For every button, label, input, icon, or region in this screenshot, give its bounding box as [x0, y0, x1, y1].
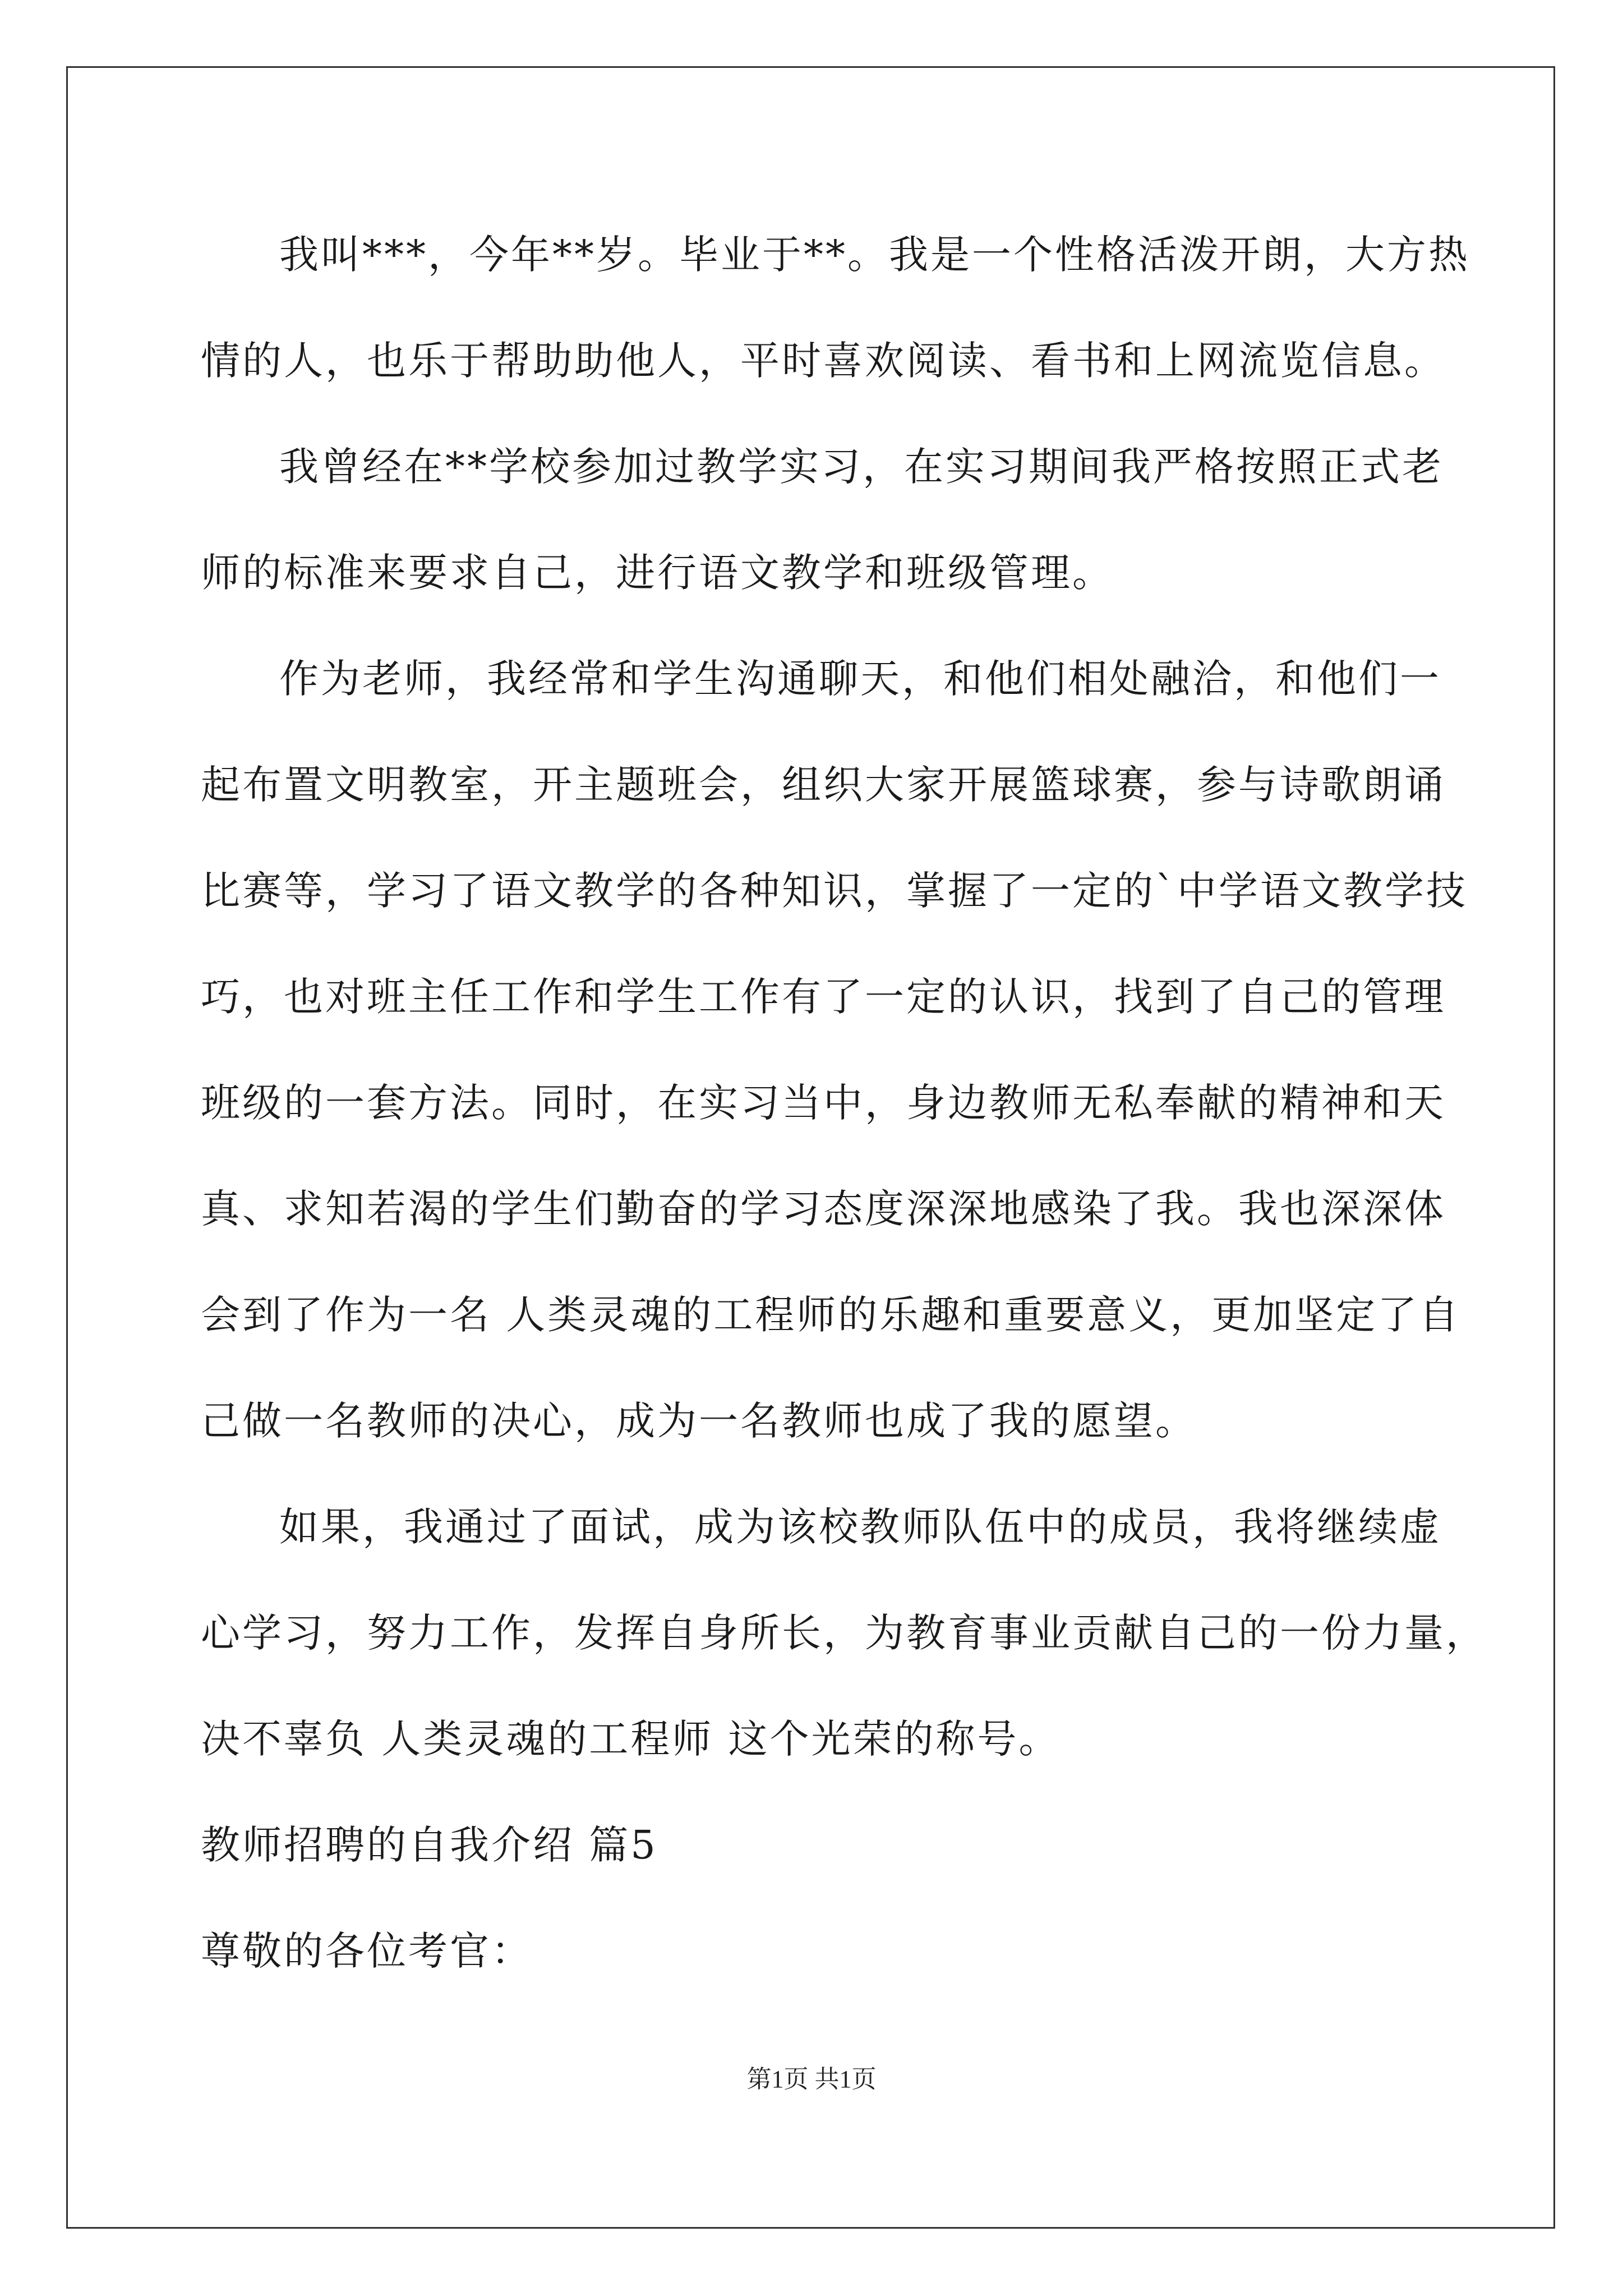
- text-line: 情的人，也乐于帮助助他人，平时喜欢阅读、看书和上网流览信息。: [201, 338, 1446, 384]
- text-line: 比赛等，学习了语文教学的各种知识，掌握了一定的`中学语文教学技: [201, 868, 1468, 914]
- text-line: 会到了作为一名 人类灵魂的工程师的乐趣和重要意义，更加坚定了自: [201, 1292, 1461, 1338]
- paragraph-4: [201, 1474, 1487, 1792]
- text-line: 心学习，努力工作，发挥自身所长，为教育事业贡献自己的一份力量，: [201, 1610, 1487, 1656]
- paragraph-2: [201, 414, 1444, 626]
- text-line: 我曾经在**学校参加过教学实习，在实习期间我严格按照正式老: [279, 444, 1444, 490]
- text-line: 师的标准来要求自己，进行语文教学和班级管理。: [201, 550, 1114, 596]
- text-line: 我叫***，今年**岁。毕业于**。我是一个性格活泼开朗，大方热: [279, 232, 1470, 278]
- text-line: 真、求知若渴的学生们勤奋的学习态度深深地感染了我。我也深深体: [201, 1186, 1446, 1232]
- paragraph-1: [201, 202, 1470, 414]
- text-line: 决不辜负 人类灵魂的工程师 这个光荣的称号。: [201, 1716, 1061, 1762]
- page-footer: 第1页 共1页: [746, 2065, 877, 2093]
- paragraph-3: [201, 626, 1468, 1474]
- text-line: 作为老师，我经常和学生沟通聊天，和他们相处融洽，和他们一: [279, 656, 1441, 702]
- text-line: 己做一名教师的决心，成为一名教师也成了我的愿望。: [201, 1398, 1197, 1444]
- text-line: 巧，也对班主任工作和学生工作有了一定的认识，找到了自己的管理: [201, 974, 1446, 1020]
- text-line: 如果，我通过了面试，成为该校教师队伍中的成员，我将继续虚: [279, 1504, 1441, 1550]
- text-line: 班级的一套方法。同时，在实习当中，身边教师无私奉献的精神和天: [201, 1080, 1446, 1126]
- salutation: 尊敬的各位考官：: [201, 1928, 533, 1974]
- text-line: 起布置文明教室，开主题班会，组织大家开展篮球赛，参与诗歌朗诵: [201, 762, 1446, 808]
- section-heading: 教师招聘的自我介绍 篇5: [201, 1822, 658, 1868]
- document-body: [201, 202, 1487, 2004]
